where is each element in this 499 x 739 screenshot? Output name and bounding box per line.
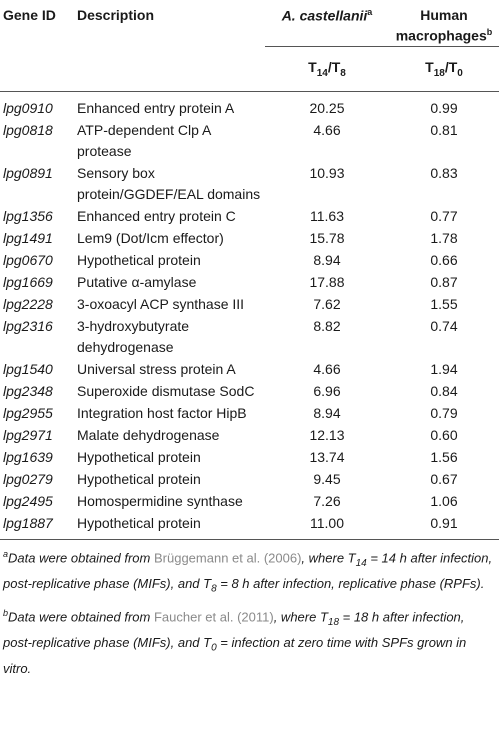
ratio-sub-8: 8 xyxy=(340,67,346,79)
a-castellanii-ratio-cell: 7.62 xyxy=(313,295,341,312)
description-cell: Malate dehydrogenase xyxy=(77,426,220,443)
table-row xyxy=(0,272,499,294)
header-a-castellanii-title: A. castellanii xyxy=(281,7,368,24)
human-macrophages-ratio-cell: 0.81 xyxy=(430,121,458,138)
ratio-sub-14: 14 xyxy=(316,67,328,79)
footnote-a-text: = 14 h after infection, post-replicative phase (MIFs), and T xyxy=(3,549,493,591)
description-cell: Universal stress protein A xyxy=(77,360,236,377)
footnote-b-text: , where T xyxy=(273,609,328,625)
footnote-b-reference-link[interactable]: Faucher et al. (2011) xyxy=(153,609,274,625)
header-gene-id: Gene ID xyxy=(3,7,56,23)
human-macrophages-ratio-cell: 1.06 xyxy=(430,492,458,509)
human-macrophages-ratio-cell: 0.87 xyxy=(430,273,458,290)
ratio-sep: /T xyxy=(444,58,458,75)
ratio-sub-0: 0 xyxy=(457,67,463,79)
description-cell: ATP-dependent Clp A protease xyxy=(77,121,211,159)
table-row xyxy=(0,250,499,272)
gene-id-cell: lpg2955 xyxy=(3,404,53,421)
a-castellanii-ratio-cell: 12.13 xyxy=(309,426,345,443)
footnote-b-mark: b xyxy=(3,608,9,619)
ratio-sub-18: 18 xyxy=(433,67,445,79)
human-macrophages-ratio-cell: 1.94 xyxy=(430,360,458,377)
a-castellanii-ratio-cell: 8.94 xyxy=(313,404,341,421)
human-macrophages-ratio-cell: 0.67 xyxy=(430,470,458,487)
gene-id-cell: lpg0891 xyxy=(3,164,53,181)
header-a-castellanii xyxy=(265,0,389,46)
footnote-b-text: Data were obtained from xyxy=(8,609,154,625)
footnote-a-text: , where T xyxy=(301,549,356,565)
table-row xyxy=(0,120,499,163)
table-row xyxy=(0,228,499,250)
a-castellanii-ratio-cell: 11.63 xyxy=(310,207,344,224)
human-macrophages-ratio-cell: 1.55 xyxy=(430,295,458,312)
header-description: Description xyxy=(77,7,155,23)
a-castellanii-ratio-cell: 6.96 xyxy=(313,382,341,399)
a-castellanii-ratio-cell: 4.66 xyxy=(313,121,341,138)
footnote-a xyxy=(3,544,496,600)
footnote-b-sub: 18 xyxy=(327,617,340,629)
table-body xyxy=(0,91,499,539)
a-castellanii-ratio-cell: 4.66 xyxy=(313,360,341,377)
gene-id-cell: lpg1669 xyxy=(3,273,53,290)
gene-id-cell: lpg2228 xyxy=(3,295,53,312)
description-cell: Hypothetical protein xyxy=(77,251,201,268)
a-castellanii-ratio-cell: 11.00 xyxy=(265,513,389,540)
description-cell: Putative α-amylase xyxy=(77,273,197,290)
gene-id-cell: lpg1356 xyxy=(3,207,53,224)
description-cell: 3-oxoacyl ACP synthase III xyxy=(77,295,245,312)
footnote-b-text: = 18 h after infection, post-replicative phase (MIFs), and T xyxy=(3,609,465,651)
human-macrophages-ratio-cell: 0.79 xyxy=(430,404,458,421)
table-row xyxy=(0,294,499,316)
ratio-t-label: T xyxy=(308,58,317,75)
gene-id-cell: lpg0279 xyxy=(3,470,53,487)
footnote-a-sub: 8 xyxy=(211,583,217,595)
table-row xyxy=(0,316,499,359)
gene-id-cell: lpg0910 xyxy=(3,99,53,116)
human-macrophages-ratio-cell: 0.74 xyxy=(430,317,458,334)
header-spacer-2 xyxy=(74,46,265,91)
a-castellanii-ratio-cell: 8.94 xyxy=(313,251,341,268)
description-cell: Integration host factor HipB xyxy=(77,404,247,421)
table-header xyxy=(0,0,499,91)
header-a-castellanii-footnote-mark: a xyxy=(367,7,373,17)
a-castellanii-ratio-cell: 13.74 xyxy=(309,448,345,465)
human-macrophages-ratio-cell: 0.91 xyxy=(389,513,499,540)
header-spacer-1 xyxy=(0,46,74,91)
footnote-b xyxy=(3,603,496,679)
description-cell: Superoxide dismutase SodC xyxy=(77,382,255,399)
table-row xyxy=(0,425,499,447)
gene-id-cell: lpg2971 xyxy=(3,426,53,443)
table-row xyxy=(0,403,499,425)
gene-id-cell: lpg1639 xyxy=(3,448,53,465)
description-cell: Enhanced entry protein C xyxy=(77,207,236,224)
description-cell: Hypothetical protein xyxy=(74,513,265,540)
footnote-a-sub: 14 xyxy=(355,557,367,569)
description-cell: Homospermidine synthase xyxy=(77,492,243,509)
description-cell: 3-hydroxybutyrate dehydrogenase xyxy=(77,317,190,355)
description-cell: Enhanced entry protein A xyxy=(77,99,235,116)
header-human-macrophages-line1: Human xyxy=(420,7,468,23)
table-footnotes xyxy=(0,540,499,679)
human-macrophages-ratio-cell: 0.83 xyxy=(430,164,458,181)
footnote-a-text: = 8 h after infection, replicative phase (RPFs). xyxy=(216,575,485,591)
description-cell: Sensory box protein/GGDEF/EAL domains xyxy=(77,164,261,202)
human-macrophages-ratio-cell: 0.66 xyxy=(430,251,458,268)
ratio-sep: /T xyxy=(327,58,341,75)
gene-id-cell: lpg1887 xyxy=(0,513,74,540)
a-castellanii-ratio-cell: 17.88 xyxy=(309,273,345,290)
gene-id-cell: lpg2348 xyxy=(3,382,53,399)
a-castellanii-ratio-cell: 10.93 xyxy=(309,164,345,181)
footnote-b-sub: 0 xyxy=(211,642,217,654)
human-macrophages-ratio-cell: 0.60 xyxy=(430,426,458,443)
footnote-b-text: = infection at zero time with SPFs grown in vitro. xyxy=(3,635,467,676)
gene-id-cell: lpg1540 xyxy=(3,360,53,377)
table-row xyxy=(0,163,499,206)
human-macrophages-ratio-cell: 0.84 xyxy=(430,382,458,399)
table-row xyxy=(0,359,499,381)
table-row xyxy=(0,469,499,491)
header-human-macrophages xyxy=(389,0,499,46)
gene-id-cell: lpg0670 xyxy=(3,251,53,268)
footnote-a-reference-link[interactable]: Brüggemann et al. (2006) xyxy=(153,549,302,565)
footnote-a-text: Data were obtained from xyxy=(8,549,154,565)
description-cell: Lem9 (Dot/Icm effector) xyxy=(77,229,224,246)
gene-id-cell: lpg2316 xyxy=(3,317,53,334)
header-ratio-t14-t8 xyxy=(265,46,389,91)
table-row xyxy=(0,447,499,469)
a-castellanii-ratio-cell: 9.45 xyxy=(313,470,341,487)
table-row xyxy=(0,513,499,540)
gene-id-cell: lpg0818 xyxy=(3,121,53,138)
description-cell: Hypothetical protein xyxy=(77,448,201,465)
a-castellanii-ratio-cell: 8.82 xyxy=(313,317,341,334)
table-row xyxy=(0,206,499,228)
a-castellanii-ratio-cell: 7.26 xyxy=(313,492,341,509)
table-row xyxy=(0,91,499,120)
human-macrophages-ratio-cell: 0.77 xyxy=(430,207,458,224)
footnote-a-mark: a xyxy=(3,548,9,559)
gene-id-cell: lpg1491 xyxy=(3,229,53,246)
ratio-t-label: T xyxy=(425,58,434,75)
table-row xyxy=(0,381,499,403)
header-ratio-t18-t0 xyxy=(389,46,499,91)
human-macrophages-ratio-cell: 0.99 xyxy=(430,99,458,116)
table-row xyxy=(0,491,499,513)
header-human-macrophages-line2: macrophages xyxy=(395,27,487,44)
human-macrophages-ratio-cell: 1.78 xyxy=(430,229,458,246)
human-macrophages-ratio-cell: 1.56 xyxy=(430,448,458,465)
header-human-macrophages-footnote-mark: b xyxy=(486,27,493,37)
a-castellanii-ratio-cell: 15.78 xyxy=(309,229,345,246)
gene-id-cell: lpg2495 xyxy=(3,492,53,509)
description-cell: Hypothetical protein xyxy=(77,470,201,487)
a-castellanii-ratio-cell: 20.25 xyxy=(309,99,345,116)
